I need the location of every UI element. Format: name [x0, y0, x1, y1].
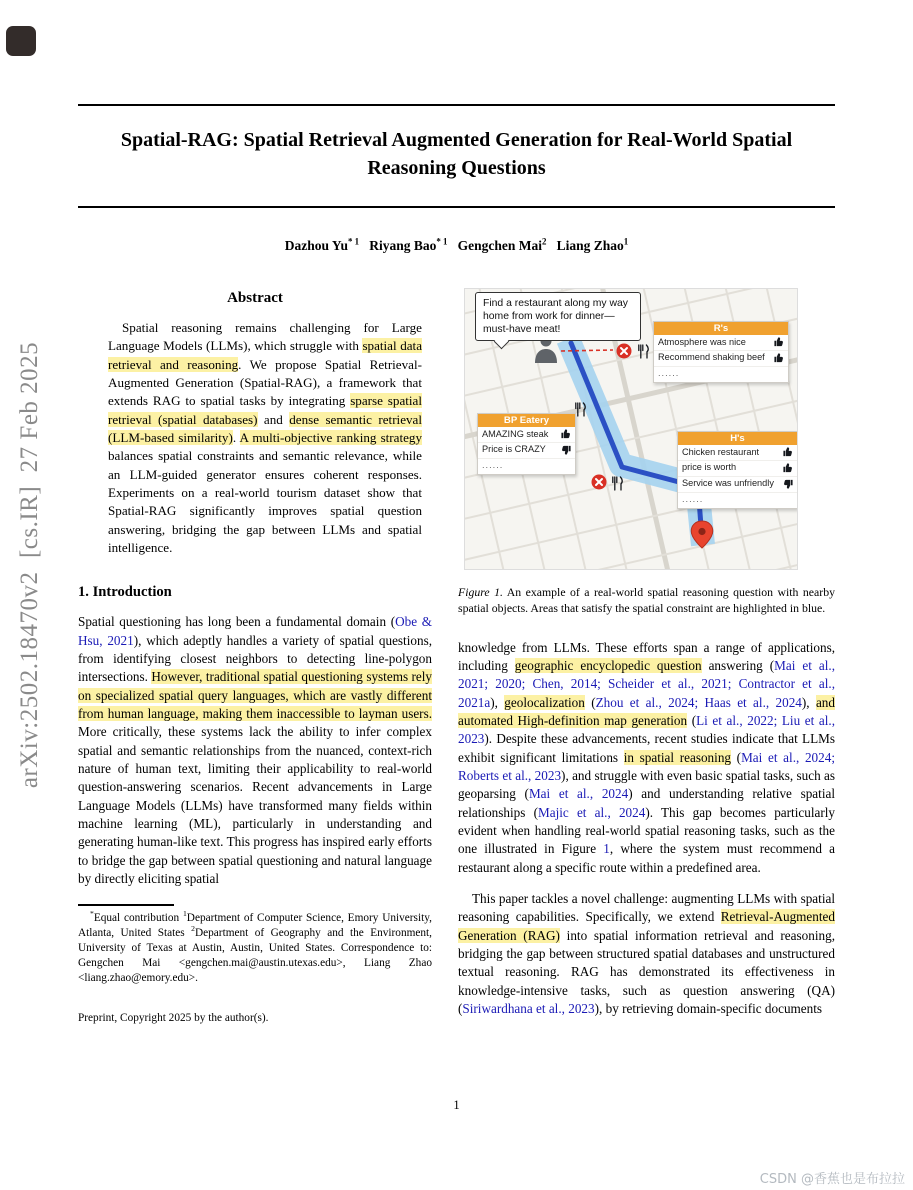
- thumb-down-icon: [783, 479, 793, 489]
- callout-rs: [653, 321, 789, 383]
- abstract-heading: Abstract: [227, 290, 283, 306]
- preprint-notice: Preprint, Copyright 2025 by the author(s).: [78, 1012, 269, 1025]
- thumb-up-icon: [774, 353, 784, 363]
- page-number: 1: [453, 1098, 460, 1112]
- excluded-x-icon: [592, 475, 607, 490]
- callout-title: R's: [654, 322, 788, 335]
- review-line: AMAZING steak: [478, 427, 575, 443]
- review-line: Price is CRAZY: [478, 443, 575, 459]
- review-line: ......: [478, 459, 575, 474]
- thumb-up-icon: [561, 429, 571, 439]
- thumb-up-icon: [783, 463, 793, 473]
- authors-line: Dazhou Yu$^{* 1}$ Riyang Bao$^{* 1}$ Gengchen Mai$^2$ Liang Zhao$^1$: [284, 236, 629, 253]
- right-column: [458, 288, 835, 1018]
- thumb-up-icon: [774, 337, 784, 347]
- review-line: Recommend shaking beef: [654, 351, 788, 367]
- callout-body: [678, 445, 797, 508]
- section-heading-introduction: 1. Introduction: [78, 584, 172, 601]
- callout-body: [654, 335, 788, 382]
- figure-1-map: [464, 288, 798, 570]
- callout-hs: [677, 431, 798, 509]
- review-line: price is worth: [678, 461, 797, 477]
- thumb-up-icon: [783, 447, 793, 457]
- corner-logo: [6, 26, 36, 56]
- left-column: [78, 288, 432, 1024]
- thumb-down-icon: [561, 445, 571, 455]
- callout-title: H's: [678, 432, 797, 445]
- review-line: Chicken restaurant: [678, 445, 797, 461]
- excluded-x-icon: [617, 344, 632, 359]
- callout-title: BP Eatery: [478, 414, 575, 427]
- right-paragraph-2: This paper tackles a novel challenge: augmenting LLMs with spatial reasoning capabilities. Specifically, we extend Retrieval-Augmented Generation (RAG) into spatial information retrieval and reasoning, bridging the gap between structured spatial databases and unstructured textual reasoning. RAG has demonstrated its effectiveness in knowledge-intensive tasks, such as question answering (QA) (Siriwardhana et al., 2023), by retrieving domain-specific documents: [458, 891, 835, 1017]
- review-line: ......: [654, 367, 788, 382]
- abstract-text: Spatial reasoning remains challenging for Large Language Models (LLMs), which struggle with spatial data retrieval and reasoning. We propose Spatial Retrieval-Augmented Generation (Spatial-RAG), a framework that extends RAG to spatial tasks by integrating sparse spatial retrieval (spatial databases) and dense semantic retrieval (LLM-based similarity). A multi-objective ranking strategy balances spatial constraints and semantic relevance, while an LLM-guided generator ensures coherent responses. Experiments on a real-world tourism dataset show that Spatial-RAG significantly improves spatial question answering, bridging the gap between LLMs and spatial intelligence.: [108, 320, 423, 555]
- footnote-text: *Equal contribution $^1$Department of Computer Science, Emory University, Atlanta, United States $^2$Department of Geography and the Environment, University of Texas at Austin, Austin, United States. Correspondence to: Gengchen Mai <gengchen.mai@austin.utexas.edu>, Liang Zhao <liang.zhao@emory.edu>.: [78, 909, 433, 985]
- figure-caption: Figure 1. An example of a real-world spatial reasoning question with nearby spatial objects. Areas that satisfy the spatial constraint are highlighted in blue.: [458, 585, 835, 616]
- arxiv-watermark: arXiv:2502.18470v2 [cs.IR] 27 Feb 2025: [16, 341, 43, 789]
- review-line: ......: [678, 493, 797, 508]
- review-line: Atmosphere was nice: [654, 335, 788, 351]
- speech-bubble: Find a restaurant along my way home from work for dinner—must-have meat!: [475, 292, 641, 341]
- intro-paragraph: Spatial questioning has long been a fundamental domain (Obe & Hsu, 2021), which adeptly handles a variety of spatial questions, from identifying closest neighbors to detecting line-polygon intersections. However, traditional spatial questioning systems rely on specialized spatial query languages, which are vastly different from human language, making them inaccessible to layman users. More critically, these systems lack the ability to infer complex spatial and semantic relationships from the nuanced, context-rich nature of human text, limiting their applicability to real-world question-answering scenarios. Recent advancements in Large Language Models (LLMs) have transformed many fields within machine learning (ML), particularly in understanding and generating human-like text. This progress has inspired early efforts to bridge the gap between spatial questioning and natural language by directly eliciting spatial: [78, 614, 433, 887]
- callout-body: [478, 427, 575, 474]
- paper-title: Spatial-RAG: Spatial Retrieval Augmented Generation for Real-World Spatial Reasoning Questions: [120, 129, 793, 180]
- title-top-divider: [78, 104, 835, 106]
- review-line: Service was unfriendly: [678, 477, 797, 493]
- footnote-divider: [78, 904, 174, 905]
- callout-bp-eatery: [477, 413, 576, 475]
- csdn-watermark: CSDN @香蕉也是布拉拉: [759, 1172, 905, 1187]
- right-paragraph-1: knowledge from LLMs. These efforts span a range of applications, including geographic encyclopedic question answering (Mai et al., 2021; 2020; Chen, 2014; Scheider et al., 2021; Contractor et al., 2021a), geolocalization (Zhou et al., 2024; Haas et al., 2024), and automated High-definition map generation (Li et al., 2022; Liu et al., 2023). Despite these advancements, recent studies indicate that LLMs exhibit significant limitations in spatial reasoning (Mai et al., 2024; Roberts et al., 2023), and struggle with even basic spatial tasks, such as geoparsing (Mai et al., 2024) and understanding relative spatial relationships (Majic et al., 2024). This gap becomes particularly evident when handling real-world spatial reasoning tasks, such as the one illustrated in Figure 1, where the system must recommend a restaurant along a specific route within a predefined area.: [458, 639, 836, 875]
- title-bottom-divider: [78, 206, 835, 208]
